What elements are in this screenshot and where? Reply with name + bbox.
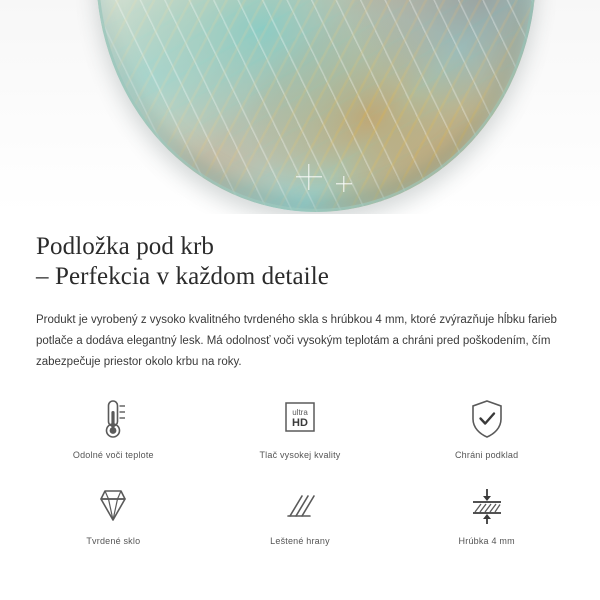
- feature-item-tempered-glass: [20, 482, 207, 562]
- thickness-icon: [465, 482, 509, 528]
- feature-item-print-quality: [207, 396, 394, 476]
- feature-item-temperature-resistant: [20, 396, 207, 476]
- hero-image: [0, 0, 600, 214]
- feature-label: Odolné voči teplote: [72, 450, 154, 460]
- glass-pad-product-image: [96, 0, 536, 212]
- feature-label: Hrúbka 4 mm: [458, 536, 515, 546]
- feature-grid: [20, 396, 580, 562]
- product-description-text: Produkt je vyrobený z vysoko kvalitného tvrdeného skla s hrúbkou 4 mm, ktoré zvýrazňuje hĺbku farieb potlače a dodáva elegantný lesk. Má odolnosť voči vysokým teplotám a chráni pred poškodením, čím zabezpečuje priestor okolo krbu na roky.: [36, 314, 557, 368]
- feature-item-protects-surface: [393, 396, 580, 476]
- ultra-hd-icon: [277, 396, 323, 442]
- svg-text:ultra: ultra: [292, 408, 308, 417]
- feature-label: Leštené hrany: [270, 536, 330, 546]
- page-title-line-1: Podložka pod krb: [36, 233, 214, 260]
- feature-label: Tvrdené sklo: [86, 536, 141, 546]
- feature-label: Tlač vysokej kvality: [259, 450, 341, 460]
- thermometer-icon: [96, 396, 130, 442]
- page-title-line-2: – Perfekcia v každom detaile: [36, 263, 329, 290]
- feature-item-polished-edges: [207, 482, 394, 562]
- svg-text:HD: HD: [292, 417, 308, 429]
- page-title: [36, 232, 576, 292]
- feature-item-thickness: [393, 482, 580, 562]
- feature-label: Chráni podklad: [454, 450, 519, 460]
- diamond-icon: [91, 482, 135, 528]
- shield-check-icon: [467, 396, 507, 442]
- polished-edges-icon: [278, 482, 322, 528]
